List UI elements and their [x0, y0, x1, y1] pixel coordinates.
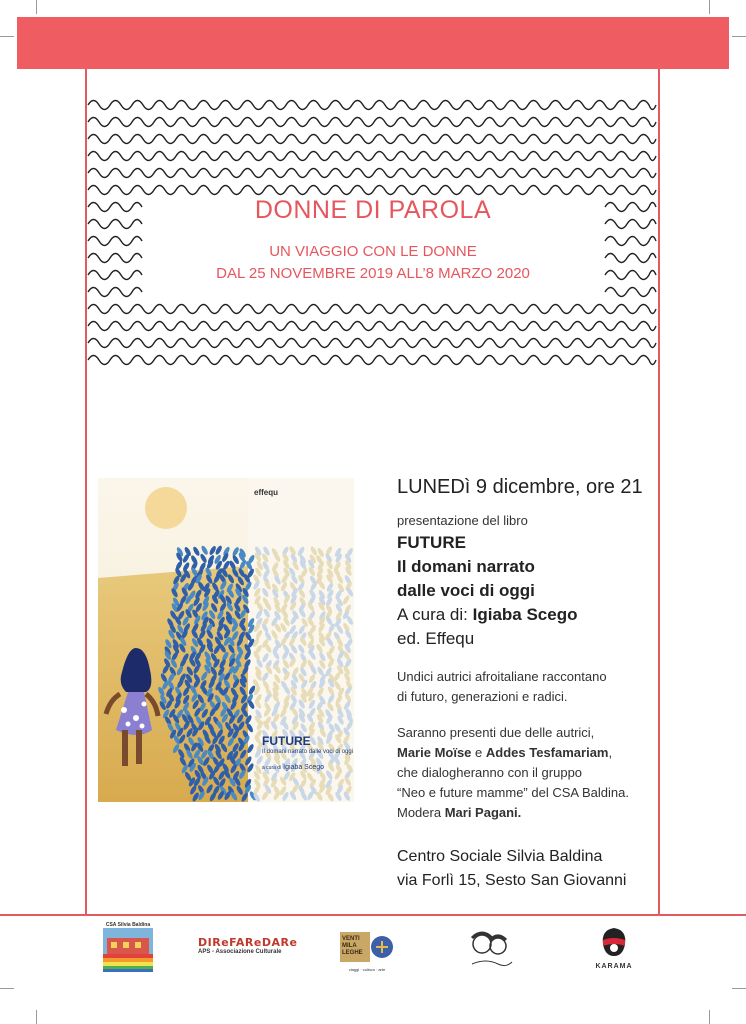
curator-prefix: A cura di: [397, 605, 473, 624]
karama-emblem-icon [599, 926, 629, 958]
description-line: di futuro, generazioni e radici. [397, 689, 568, 704]
page-subtitle [180, 241, 566, 285]
direfaredare-sub: APS - Associazione Culturale [198, 949, 282, 955]
ventimilaleghe-sub: viaggi · cultura · arte [348, 967, 386, 972]
event-details [397, 476, 697, 893]
wave-line [88, 186, 656, 195]
venue-name: Centro Sociale Silvia Baldina [397, 848, 603, 865]
event-intro: presentazione del libro [397, 513, 528, 528]
curator-name: Igiaba Scego [472, 605, 578, 624]
wave-line [605, 220, 656, 229]
wave-line [88, 237, 142, 246]
book-title: FUTURE [397, 533, 466, 552]
wave-line [88, 339, 656, 348]
karama-logo [594, 926, 634, 970]
mothers-group-logo [466, 928, 516, 977]
csa-logo [103, 922, 153, 977]
cover-editor-name: Igiaba Scego [283, 764, 325, 771]
moderator-line [397, 803, 697, 823]
header-title-block [180, 196, 566, 285]
wave-line [88, 101, 656, 110]
csa-building-icon [103, 928, 153, 972]
wave-line [605, 237, 656, 246]
wave-line [88, 203, 142, 212]
moderator-prefix: Modera [397, 805, 445, 820]
speakers-line: Saranno presenti due delle autrici, [397, 725, 595, 740]
karama-name: KARAMA [595, 963, 633, 970]
speakers-names [397, 743, 697, 763]
wave-line [605, 254, 656, 263]
speakers-line: “Neo e future mamme” del CSA Baldina. [397, 785, 629, 800]
ventimilaleghe-name: VENTI MILA LEGHE [342, 936, 363, 956]
wave-line [88, 271, 142, 280]
wave-line [88, 288, 142, 297]
description-line: Undici autrici afroitaliane raccontano [397, 669, 607, 684]
wave-line [88, 169, 656, 178]
and-word: e [471, 745, 486, 760]
moderator-name: Mari Pagani. [444, 805, 522, 820]
wave-line [88, 305, 656, 314]
subtitle-line: DAL 25 NOVEMBRE 2019 ALL’8 MARZO 2020 [216, 265, 530, 282]
subtitle-line: UN VIAGGIO CON LE DONNE [269, 243, 477, 260]
book-publisher: ed. Effequ [397, 629, 475, 648]
book-curator [397, 603, 697, 627]
wave-line [88, 356, 656, 365]
wave-line [88, 152, 656, 161]
wave-line [88, 220, 142, 229]
csa-logo-name: CSA Silvia Baldina [105, 922, 151, 928]
comma: , [608, 745, 613, 760]
two-faces-icon [466, 928, 516, 972]
speakers-line: che dialogheranno con il gruppo [397, 765, 583, 780]
book-cover [98, 478, 354, 802]
wave-line [605, 271, 656, 280]
ventimilaleghe-logo [340, 932, 394, 972]
direfaredare-logo [198, 936, 298, 955]
author-name: Marie Moïse [397, 745, 472, 760]
author-name: Addes Tesfamariam [485, 745, 609, 760]
page-title: DONNE DI PAROLA [254, 196, 492, 224]
cover-subtitle: Il domani narrato dalle voci di oggi [262, 749, 354, 755]
wave-line [605, 288, 656, 297]
book-subtitle-line: dalle voci di oggi [397, 581, 535, 600]
cover-title: FUTURE [262, 734, 311, 748]
cover-editor [262, 764, 324, 771]
wave-line [88, 254, 142, 263]
sponsor-logos [0, 920, 746, 990]
wave-line [88, 135, 656, 144]
wave-line [88, 322, 656, 331]
venue-address: via Forlì 15, Sesto San Giovanni [397, 872, 627, 889]
direfaredare-name: DIReFAReDARe [198, 936, 298, 949]
wave-line [88, 118, 656, 127]
wave-line [605, 203, 656, 212]
cover-editor-prefix: a cura di [262, 765, 282, 771]
cover-publisher: effequ [254, 488, 278, 497]
event-date: LUNEDì 9 dicembre, ore 21 [397, 476, 643, 498]
book-subtitle-line: Il domani narrato [397, 557, 535, 576]
